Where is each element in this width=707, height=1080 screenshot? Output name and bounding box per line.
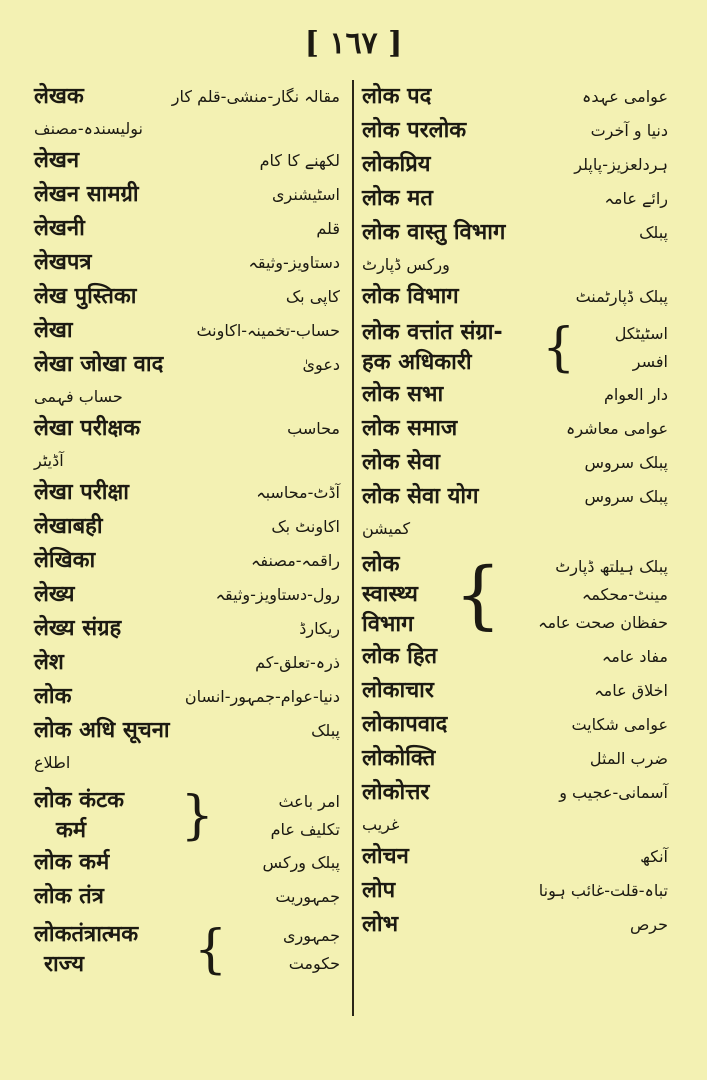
brace: } [180, 786, 214, 846]
translation: محاسب [287, 419, 340, 438]
headword: लेखन [34, 148, 80, 173]
translation: آسمانی-عجیب و [559, 783, 668, 802]
headword: लेख्य संग्रह [34, 616, 122, 641]
translation: تکلیف عام [270, 820, 340, 839]
translation: امر باعث [278, 792, 340, 811]
translation: کاپی بک [285, 287, 340, 306]
entry [362, 80, 668, 114]
entry [362, 674, 668, 708]
translation: عوامی شکایت [571, 715, 668, 734]
translation: مفاد عامہ [601, 647, 668, 666]
headword: लेखिका [34, 548, 96, 573]
headword: लोकोत्तर [362, 780, 430, 805]
headword: लोक समाज [362, 416, 458, 441]
headword: लेख पुस्तिका [34, 284, 137, 309]
translation: آنکھ [640, 847, 668, 866]
entry [362, 840, 668, 874]
headword: विभाग [362, 612, 414, 637]
brace: { [542, 318, 576, 378]
entry [362, 114, 668, 148]
translation: عوامی معاشرہ [565, 419, 668, 438]
translation: تباہ-قلت-غائب ہونا [538, 881, 668, 900]
entry-group [34, 920, 340, 980]
translation: حساب-تخمینہ-اکاونٹ [196, 321, 340, 340]
headword: लेखक [34, 84, 84, 109]
entry [34, 412, 340, 476]
translation: دنیا و آخرت [590, 121, 668, 140]
column-divider [352, 80, 354, 1016]
headword: लेश [34, 650, 64, 675]
headword: लोप [362, 878, 396, 903]
translation: اسٹیشنری [272, 185, 340, 204]
translation: پبلک [639, 223, 668, 242]
entry [362, 148, 668, 182]
entry [34, 314, 340, 348]
translation: ہردلعزیز-پاپلر [574, 155, 668, 174]
entry [362, 908, 668, 942]
translation-continuation: ورکس ڈپارٹ [362, 255, 450, 274]
entry [362, 280, 668, 314]
headword: स्वास्थ्य [362, 582, 418, 607]
entry [362, 776, 668, 840]
headword: लोक पद [362, 84, 432, 109]
entry [34, 880, 340, 914]
translation: مقالہ نگار-منشی-قلم کار [171, 87, 340, 106]
translation: عوامی عہدہ [582, 87, 668, 106]
entry [34, 212, 340, 246]
entry [34, 280, 340, 314]
headword: लेखा जोखा वाद [34, 352, 164, 377]
headword: लोक विभाग [362, 284, 459, 309]
translation: رول-دستاویز-وثیقہ [215, 585, 340, 604]
entry [34, 846, 340, 880]
headword: लोक सेवा योग [362, 484, 479, 509]
entry [34, 510, 340, 544]
entry [34, 178, 340, 212]
entry [362, 446, 668, 480]
headword: लोकोक्ति [362, 746, 436, 771]
entry [362, 742, 668, 776]
headword: लोभ [362, 912, 399, 937]
entry-group [362, 318, 668, 378]
headword: लोक परलोक [362, 118, 467, 143]
entry [362, 708, 668, 742]
translation: اخلاق عامہ [594, 681, 668, 700]
translation: راقمہ-مصنفہ [251, 551, 340, 570]
translation: حکومت [288, 954, 340, 973]
entry [362, 182, 668, 216]
headword: हक अधिकारी [362, 350, 472, 375]
entry [362, 216, 668, 280]
headword: लोक सेवा [362, 450, 440, 475]
headword: लेखनी [34, 216, 85, 241]
translation: دعویٰ [302, 355, 340, 374]
entry [34, 544, 340, 578]
entry [34, 680, 340, 714]
translation: جمہوری [282, 926, 340, 945]
translation: اسٹیٹکل [614, 324, 668, 343]
headword: लोकापवाद [362, 712, 448, 737]
headword: लोक हित [362, 644, 438, 669]
translation-continuation: نولیسندہ-مصنف [34, 119, 143, 138]
translation: دستاویز-وثیقہ [248, 253, 340, 272]
entry [362, 378, 668, 412]
headword: लोकप्रिय [362, 152, 431, 177]
entry [34, 612, 340, 646]
entry [362, 480, 668, 544]
entry [34, 80, 340, 144]
headword: लोक वत्तांत संग्रा- [362, 320, 503, 345]
entry [362, 640, 668, 674]
translation: پبلک سروس [584, 453, 668, 472]
entry [34, 348, 340, 412]
headword: लोक तंत्र [34, 884, 104, 909]
translation: ریکارڈ [299, 619, 340, 638]
entry [34, 476, 340, 510]
right-column [362, 80, 668, 942]
headword: लोक कर्म [34, 850, 110, 875]
brace: { [194, 920, 228, 980]
entry [34, 714, 340, 778]
translation: پبلک سروس [584, 487, 668, 506]
translation-continuation: آڈیٹر [34, 451, 64, 470]
translation: لکھنے کا کام [259, 151, 340, 170]
translation: ذرہ-تعلق-کم [255, 653, 340, 672]
translation: رائے عامہ [604, 189, 668, 208]
translation-continuation: کمیشن [362, 519, 411, 538]
translation: قلم [316, 219, 340, 238]
headword: लेखा [34, 318, 73, 343]
translation: ضرب المثل [589, 749, 668, 768]
headword: लेखन सामग्री [34, 182, 139, 207]
page-number: [ ١٦٧ ] [304, 26, 403, 61]
entry [34, 646, 340, 680]
entry [34, 578, 340, 612]
translation: دنیا-عوام-جمہور-انسان [184, 687, 340, 706]
headword: लोक मत [362, 186, 433, 211]
headword: लोचन [362, 844, 409, 869]
translation: دار العوام [603, 385, 668, 404]
translation-continuation: اطلاع [34, 753, 71, 772]
translation: افسر [632, 352, 668, 371]
headword: लोकतंत्रात्मक [34, 922, 139, 947]
left-column [34, 80, 340, 980]
headword: लेखाबही [34, 514, 103, 539]
entry-group [362, 550, 668, 640]
entry [362, 412, 668, 446]
headword: लोक कंटक [34, 788, 125, 813]
headword: लोकाचार [362, 678, 434, 703]
headword: लेखा परीक्षा [34, 480, 129, 505]
headword: राज्य [44, 952, 85, 977]
headword: लोक वास्तु विभाग [362, 220, 506, 245]
entry [34, 144, 340, 178]
translation: حرص [629, 915, 668, 934]
headword: लेखपत्र [34, 250, 92, 275]
translation-continuation: حساب فہمی [34, 387, 123, 406]
headword: कर्म [56, 818, 87, 843]
headword: लोक अधि सूचना [34, 718, 170, 743]
translation: پبلک [311, 721, 340, 740]
translation: جمہوریت [275, 887, 340, 906]
translation: حفظان صحت عامہ [538, 613, 668, 632]
entry [34, 246, 340, 280]
headword: लोक [362, 552, 400, 577]
entry-group [34, 786, 340, 846]
translation: مینٹ-محکمہ [581, 585, 668, 604]
headword: लोक [34, 684, 72, 709]
translation: پبلک ڈپارٹمنٹ [575, 287, 668, 306]
headword: लेखा परीक्षक [34, 416, 141, 441]
translation: پبلک ورکس [262, 853, 340, 872]
translation-continuation: غریب [362, 815, 400, 834]
translation: اکاونٹ بک [271, 517, 340, 536]
headword: लेख्य [34, 582, 75, 607]
translation: پبلک ہیلتھ ڈپارٹ [555, 557, 668, 576]
translation: آڈٹ-محاسبہ [256, 483, 340, 502]
brace: { [454, 552, 502, 638]
headword: लोक सभा [362, 382, 444, 407]
entry [362, 874, 668, 908]
